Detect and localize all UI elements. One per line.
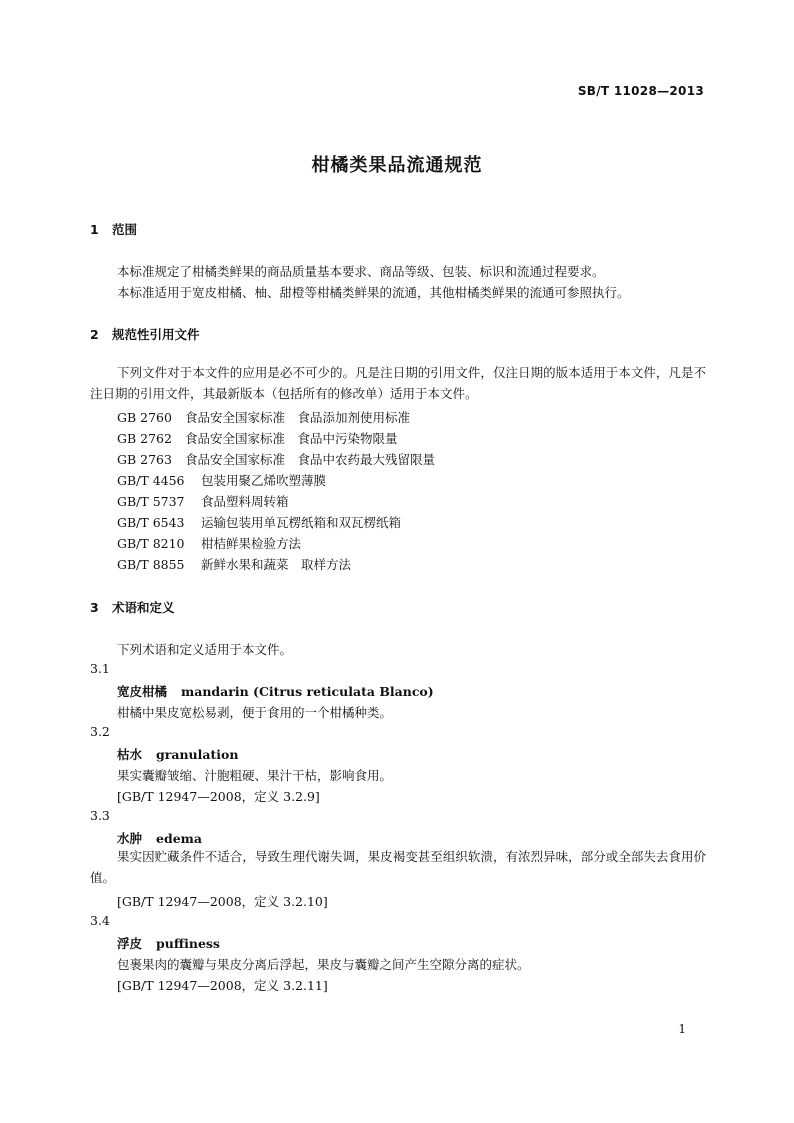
- reference-item: [117, 450, 435, 468]
- reference-title: 运输包装用单瓦楞纸箱和双瓦楞纸箱: [201, 515, 402, 530]
- clause-number: 3.3: [90, 808, 110, 823]
- clause-number: 3.1: [90, 661, 110, 676]
- term-en: edema: [156, 831, 202, 846]
- reference-title: 新鲜水果和蔬菜 取样方法: [201, 557, 352, 572]
- section-number: 1: [90, 222, 99, 237]
- reference-code: GB/T 4456: [117, 473, 185, 488]
- section-number: 3: [90, 600, 99, 615]
- reference-code: GB/T 8855: [117, 557, 185, 572]
- term-en: mandarin (Citrus reticulata Blanco): [181, 684, 434, 699]
- paragraph: 本标准适用于宽皮柑橘、柚、甜橙等柑橘类鲜果的流通，其他柑橘类鲜果的流通可参照执行。: [117, 285, 630, 300]
- term-source: [GB/T 12947—2008，定义 3.2.11]: [117, 978, 328, 993]
- reference-title: 食品安全国家标准 食品中农药最大残留限量: [185, 452, 436, 467]
- reference-code: GB 2762: [117, 431, 172, 446]
- section-title: 术语和定义: [112, 600, 175, 615]
- reference-title: 包装用聚乙烯吹塑薄膜: [201, 473, 327, 488]
- reference-item: [117, 471, 326, 489]
- term-entry: [117, 745, 238, 763]
- document-title: 柑橘类果品流通规范: [311, 155, 483, 176]
- reference-title: 食品安全国家标准 食品中污染物限量: [185, 431, 398, 446]
- term-zh: 浮皮: [117, 936, 143, 951]
- term-definition: 包裹果肉的囊瓣与果皮分离后浮起，果皮与囊瓣之间产生空隙分离的症状。: [117, 957, 530, 972]
- reference-code: GB/T 8210: [117, 536, 185, 551]
- clause-number: 3.4: [90, 913, 110, 928]
- section-3-heading: [90, 598, 175, 616]
- term-definition: 柑橘中果皮宽松易剥，便于食用的一个柑橘种类。: [117, 705, 393, 720]
- section-title: 范围: [112, 222, 138, 237]
- reference-code: GB/T 6543: [117, 515, 185, 530]
- clause-number: 3.2: [90, 724, 110, 739]
- section-number: 2: [90, 327, 99, 342]
- section-title: 规范性引用文件: [112, 327, 200, 342]
- reference-title: 食品塑料周转箱: [201, 494, 289, 509]
- term-definition: 果实囊瓣皱缩、汁胞粗硬、果汁干枯，影响食用。: [117, 768, 393, 783]
- term-zh: 枯水: [117, 747, 143, 762]
- standard-code: SB/T 11028—2013: [577, 84, 704, 98]
- reference-item: [117, 555, 351, 573]
- reference-item: [117, 429, 398, 447]
- reference-item: [117, 534, 301, 552]
- paragraph: 下列文件对于本文件的应用是必不可少的。凡是注日期的引用文件，仅注日期的版本适用于本文件，凡是不注日期的引用文件，其最新版本（包括所有的修改单）适用于本文件。: [90, 365, 706, 401]
- term-definition: 果实因贮藏条件不适合，导致生理代谢失调，果皮褐变甚至组织软溃，有浓烈异味，部分或全部失去食用价值。: [90, 849, 706, 885]
- term-entry: [117, 934, 220, 952]
- section-1-heading: [90, 220, 137, 238]
- term-entry: [117, 682, 434, 700]
- reference-item: [117, 513, 401, 531]
- term-en: granulation: [156, 747, 239, 762]
- term-source: [GB/T 12947—2008，定义 3.2.10]: [117, 894, 328, 909]
- term-source: [GB/T 12947—2008，定义 3.2.9]: [117, 789, 320, 804]
- reference-item: [117, 492, 289, 510]
- reference-code: GB/T 5737: [117, 494, 185, 509]
- section-2-heading: [90, 325, 200, 343]
- reference-code: GB 2760: [117, 410, 172, 425]
- term-entry: [117, 829, 202, 847]
- paragraph: 本标准规定了柑橘类鲜果的商品质量基本要求、商品等级、包装、标识和流通过程要求。: [117, 264, 605, 279]
- reference-title: 柑桔鲜果检验方法: [201, 536, 302, 551]
- page-number: 1: [678, 1022, 686, 1036]
- reference-code: GB 2763: [117, 452, 172, 467]
- term-en: puffiness: [156, 936, 220, 951]
- reference-item: [117, 408, 410, 426]
- term-zh: 水肿: [117, 831, 143, 846]
- paragraph: 下列术语和定义适用于本文件。: [117, 642, 293, 657]
- term-zh: 宽皮柑橘: [117, 684, 168, 699]
- reference-title: 食品安全国家标准 食品添加剂使用标准: [185, 410, 411, 425]
